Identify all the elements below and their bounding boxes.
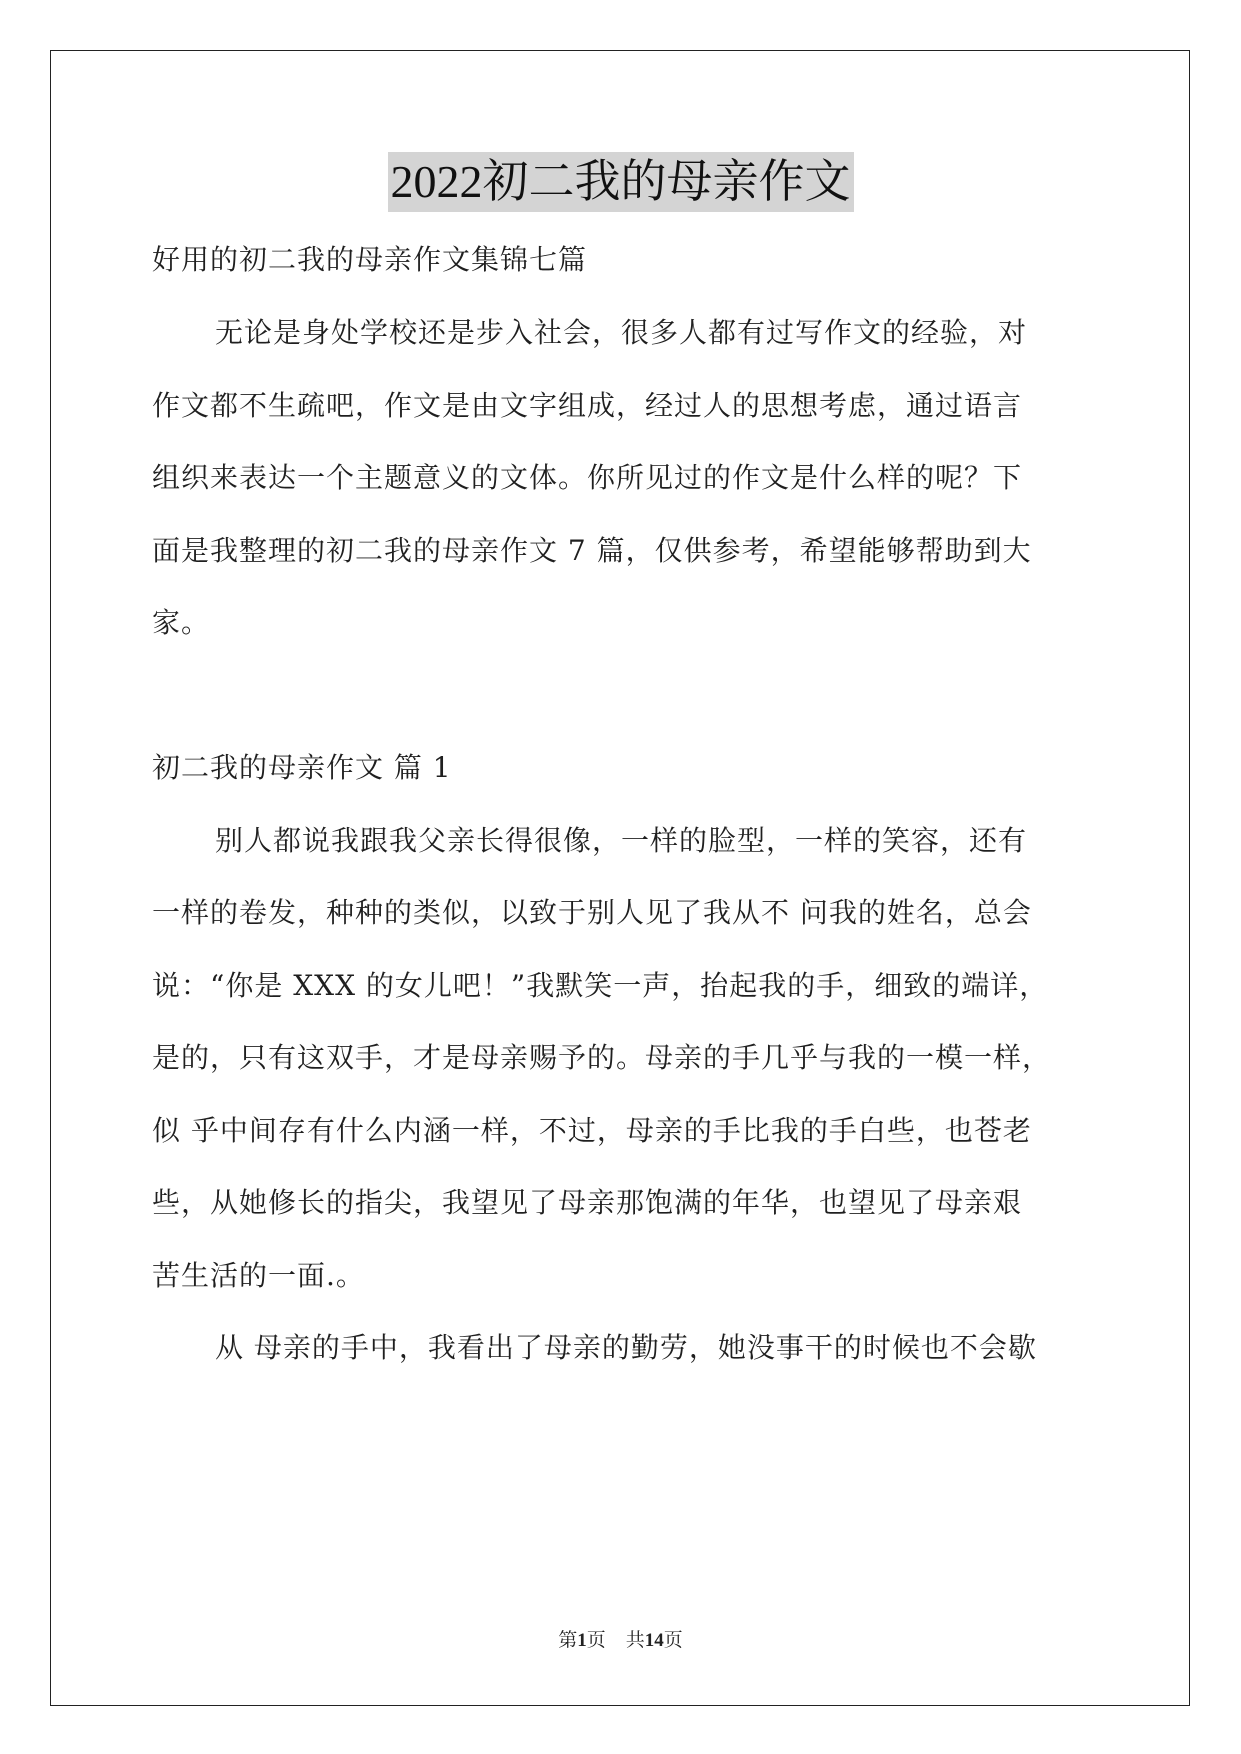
paragraph-line: 苦生活的一面.。: [152, 1259, 365, 1292]
paragraph-line: 是的，只有这双手，才是母亲赐予的。母亲的手几乎与我的一模一样，: [152, 1041, 1052, 1074]
page-number: 1: [577, 1630, 587, 1651]
intro-line: 作文都不生疏吧，作文是由文字组成，经过人的思想考虑，通过语言: [152, 389, 1023, 422]
document-title: 2022初二我的母亲作文: [388, 152, 854, 212]
page-prefix: 第: [558, 1630, 578, 1651]
paragraph-line: 说：“你是 XXX 的女儿吧！”我默笑一声，抬起我的手，细致的端详，: [152, 969, 1049, 1002]
title-container: [0, 152, 1241, 212]
total-prefix: 共: [625, 1630, 645, 1651]
document-subtitle: 好用的初二我的母亲作文集锦七篇: [152, 243, 588, 276]
paragraph-line: 别人都说我跟我父亲长得很像，一样的脸型，一样的笑容，还有: [215, 824, 1028, 857]
intro-line: 家。: [152, 606, 211, 639]
total-pages: 14: [644, 1630, 664, 1651]
page-suffix: 页: [586, 1630, 606, 1651]
intro-line: 面是我整理的初二我的母亲作文 7 篇，仅供参考，希望能够帮助到大: [152, 534, 1032, 567]
paragraph-line: 从 母亲的手中，我看出了母亲的勤劳，她没事干的时候也不会歇: [215, 1331, 1037, 1364]
paragraph-line: 一样的卷发，种种的类似，以致于别人见了我从不 问我的姓名，总会: [152, 896, 1032, 929]
section-heading: 初二我的母亲作文 篇 1: [152, 751, 452, 784]
paragraph-line: 些，从她修长的指尖，我望见了母亲那饱满的年华，也望见了母亲艰: [152, 1186, 1023, 1219]
paragraph-line: 似 乎中间存有什么内涵一样，不过，母亲的手比我的手白些，也苍老: [152, 1114, 1032, 1147]
page-footer: [0, 1628, 1241, 1654]
total-suffix: 页: [663, 1630, 683, 1651]
page-border: [50, 50, 1190, 1706]
intro-line: 组织来表达一个主题意义的文体。你所见过的作文是什么样的呢？下: [152, 461, 1023, 494]
intro-line: 无论是身处学校还是步入社会，很多人都有过写作文的经验，对: [215, 316, 1028, 349]
